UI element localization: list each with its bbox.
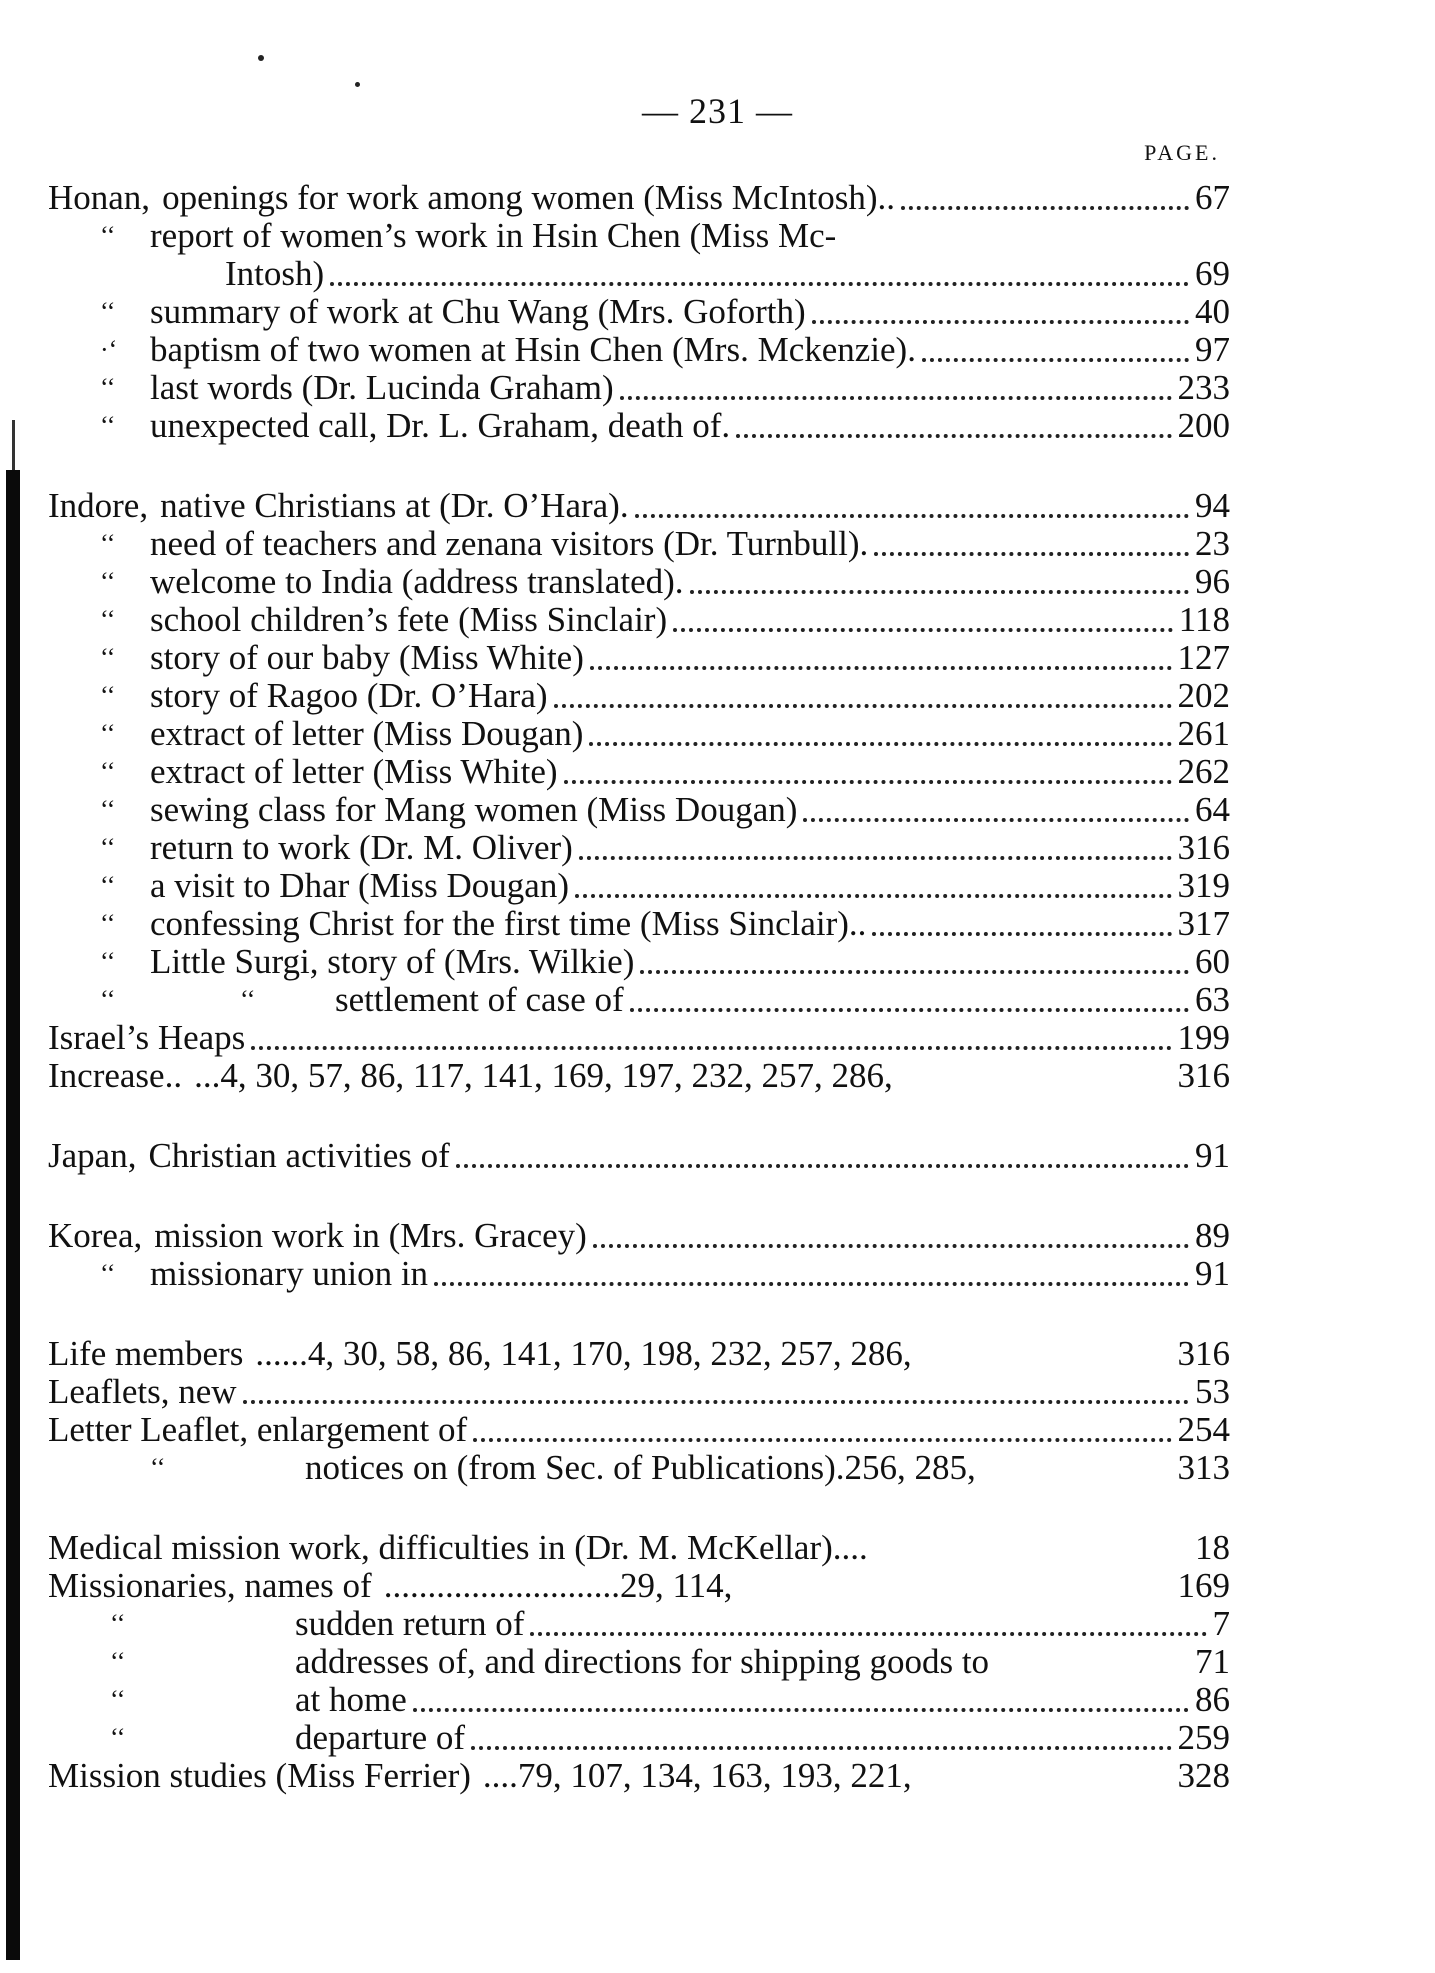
entry-text: Christian activities of xyxy=(148,1136,450,1175)
index-entry xyxy=(0,1718,1230,1758)
entry-text: missionary union in xyxy=(150,1254,429,1293)
page-reference: 91 xyxy=(1195,1136,1230,1175)
dot-leader xyxy=(434,1282,1189,1286)
entry-text: story of Ragoo (Dr. O’Hara) xyxy=(150,676,548,715)
page-reference: 328 xyxy=(1177,1756,1230,1795)
dot-leader xyxy=(251,1046,1171,1050)
page-reference: 89 xyxy=(1195,1216,1230,1255)
entry-text: native Christians at (Dr. O’Hara). xyxy=(160,486,629,525)
page-reference: 94 xyxy=(1195,486,1230,525)
entry-text: unexpected call, Dr. L. Graham, death of. xyxy=(150,406,731,445)
ditto-mark: ‘‘ xyxy=(110,1685,126,1714)
dot-leader xyxy=(456,1164,1189,1168)
entry-heading: Medical mission work, difficulties in (Dr. M. McKellar).... xyxy=(48,1528,868,1567)
page-reference: 319 xyxy=(1177,866,1230,905)
entry-text: welcome to India (address translated). xyxy=(150,562,684,601)
page-reference: 86 xyxy=(1195,1680,1230,1719)
index-entry xyxy=(0,368,1230,408)
ditto-mark: ‘‘ xyxy=(100,909,116,938)
entry-text: mission work in (Mrs. Gracey) xyxy=(154,1216,587,1255)
page-reference: 233 xyxy=(1177,368,1230,407)
page-reference: 259 xyxy=(1177,1718,1230,1757)
entry-heading: Mission studies (Miss Ferrier) xyxy=(48,1756,471,1795)
index-entry xyxy=(0,292,1230,332)
entry-text: at home xyxy=(295,1680,407,1719)
entry-text: need of teachers and zenana visitors (Dr. Turnbull). xyxy=(150,524,869,563)
dot-leader xyxy=(635,514,1189,518)
dot-leader xyxy=(579,856,1172,860)
ditto-mark: ‘‘ xyxy=(100,719,116,748)
index-entry xyxy=(0,904,1230,944)
dot-leader xyxy=(590,666,1172,670)
index-entry xyxy=(0,330,1230,370)
ditto-mark: ‘‘ xyxy=(110,1723,126,1752)
index-entry xyxy=(48,1018,1230,1058)
page-reference: 316 xyxy=(1177,1056,1230,1095)
index-entry xyxy=(0,1254,1230,1294)
ditto-mark: ‘‘ xyxy=(100,871,116,900)
dot-leader xyxy=(554,704,1172,708)
entry-text: a visit to Dhar (Miss Dougan) xyxy=(150,866,569,905)
page-reference: 23 xyxy=(1195,524,1230,563)
entry-heading: Japan, xyxy=(48,1136,137,1175)
page-reference: 316 xyxy=(1177,828,1230,867)
ditto-mark: ‘‘ xyxy=(100,795,116,824)
dot-leader xyxy=(630,1008,1189,1012)
entry-heading: Korea, xyxy=(48,1216,143,1255)
index-entry xyxy=(0,254,1230,294)
entry-text: sewing class for Mang women (Miss Dougan) xyxy=(150,790,798,829)
page-reference: 200 xyxy=(1177,406,1230,445)
page-reference: 7 xyxy=(1212,1604,1230,1643)
index-entry xyxy=(0,866,1230,906)
entry-text: return to work (Dr. M. Oliver) xyxy=(150,828,573,867)
dot-leader xyxy=(812,320,1189,324)
entry-text: extract of letter (Miss White) xyxy=(150,752,558,791)
dot-leader xyxy=(473,1438,1171,1442)
index-entry xyxy=(0,406,1230,446)
dot-leader xyxy=(530,1632,1206,1636)
index-entry xyxy=(0,216,1230,256)
ditto-mark: ‘‘ xyxy=(100,373,116,402)
page-reference: 67 xyxy=(1195,178,1230,217)
entry-text: openings for work among women (Miss McIntosh).. xyxy=(162,178,896,217)
dot-leader xyxy=(901,206,1189,210)
entry-text: Little Surgi, story of (Mrs. Wilkie) xyxy=(150,942,635,981)
page-reference: 254 xyxy=(1177,1410,1230,1449)
index-entry xyxy=(48,1566,1230,1606)
dot-leader xyxy=(803,818,1189,822)
entry-text: notices on (from Sec. of Publications).256, 285, xyxy=(305,1448,976,1487)
index-entry xyxy=(0,1448,1230,1488)
ditto-mark: ‘‘ xyxy=(110,1647,126,1676)
page-reference: 60 xyxy=(1195,942,1230,981)
page-reference: 63 xyxy=(1195,980,1230,1019)
ditto-mark: ‘‘ xyxy=(100,985,116,1014)
page-reference: 127 xyxy=(1177,638,1230,677)
dot-leader xyxy=(690,590,1189,594)
page-reference: 40 xyxy=(1195,292,1230,331)
page-reference: 69 xyxy=(1195,254,1230,293)
index-entry xyxy=(48,1334,1230,1374)
page-reference: 18 xyxy=(1195,1528,1230,1567)
dot-leader xyxy=(589,742,1171,746)
page-reference: 91 xyxy=(1195,1254,1230,1293)
entry-heading: Indore, xyxy=(48,486,149,525)
page-number: — 231 — xyxy=(642,91,793,131)
entry-text: report of women’s work in Hsin Chen (Miss Mc- xyxy=(150,216,837,255)
ditto-mark: ‘‘ xyxy=(100,681,116,710)
dot-leader xyxy=(673,628,1173,632)
page-reference: 118 xyxy=(1178,600,1230,639)
page-reference: 262 xyxy=(1177,752,1230,791)
index-entry xyxy=(48,486,1230,526)
entry-heading: Honan, xyxy=(48,178,151,217)
index-entry xyxy=(48,1056,1230,1096)
index-entry xyxy=(0,942,1230,982)
entry-text: departure of xyxy=(295,1718,466,1757)
index-entry xyxy=(0,600,1230,640)
page-reference: 202 xyxy=(1177,676,1230,715)
entry-text: Intosh) xyxy=(225,254,325,293)
index-entry xyxy=(0,790,1230,830)
ditto-mark: ‘‘ xyxy=(100,221,116,250)
entry-text: summary of work at Chu Wang (Mrs. Goforth) xyxy=(150,292,806,331)
entry-text: baptism of two women at Hsin Chen (Mrs. Mckenzie). xyxy=(150,330,916,369)
dot-leader xyxy=(872,932,1171,936)
dot-leader xyxy=(330,282,1189,286)
index-entry xyxy=(48,1756,1230,1796)
ditto-mark: ‘‘ xyxy=(110,1609,126,1638)
index-entry xyxy=(48,1410,1230,1450)
page-reference: 317 xyxy=(1177,904,1230,943)
dot-leader xyxy=(620,396,1172,400)
index-entry xyxy=(0,714,1230,754)
index-entry xyxy=(0,980,1230,1020)
entry-text: ...........................29, 114, xyxy=(383,1566,733,1605)
page-reference: 316 xyxy=(1177,1334,1230,1373)
ditto-mark: ·‘ xyxy=(100,335,118,364)
dot-leader xyxy=(575,894,1172,898)
page-reference: 71 xyxy=(1195,1642,1230,1681)
entry-text: addresses of, and directions for shipping goods to xyxy=(295,1642,990,1681)
entry-heading: Increase.. xyxy=(48,1056,183,1095)
index-entry xyxy=(48,178,1230,218)
dot-leader xyxy=(564,780,1172,784)
ditto-mark: ‘‘ xyxy=(100,1259,116,1288)
page-reference: 64 xyxy=(1195,790,1230,829)
ditto-mark: ‘‘ xyxy=(100,529,116,558)
page-reference: 169 xyxy=(1177,1566,1230,1605)
page-reference: 96 xyxy=(1195,562,1230,601)
entry-heading: Israel’s Heaps xyxy=(48,1018,246,1057)
index-entry xyxy=(48,1216,1230,1256)
entry-text: ...4, 30, 57, 86, 117, 141, 169, 197, 232, 257, 286, xyxy=(194,1056,893,1095)
ditto-mark: ‘‘ xyxy=(100,947,116,976)
entry-text: last words (Dr. Lucinda Graham) xyxy=(150,368,614,407)
entry-text: story of our baby (Miss White) xyxy=(150,638,584,677)
entry-heading: Life members xyxy=(48,1334,244,1373)
page-column-header: PAGE. xyxy=(1144,140,1220,165)
index-entry xyxy=(0,828,1230,868)
ditto-mark: ‘‘ xyxy=(100,297,116,326)
index-entry xyxy=(0,1680,1230,1720)
dot-leader xyxy=(413,1708,1189,1712)
dot-leader xyxy=(874,552,1189,556)
entry-text: sudden return of xyxy=(295,1604,525,1643)
page-reference: 53 xyxy=(1195,1372,1230,1411)
entry-heading: Letter Leaflet, enlargement of xyxy=(48,1410,468,1449)
dot-leader xyxy=(593,1244,1189,1248)
dot-leader xyxy=(922,358,1189,362)
index-entry xyxy=(0,638,1230,678)
index-entry xyxy=(48,1528,1230,1568)
dot-leader xyxy=(471,1746,1171,1750)
ditto-mark: ‘‘ xyxy=(100,567,116,596)
dot-leader xyxy=(640,970,1189,974)
ditto-mark: ‘‘ xyxy=(100,643,116,672)
index-entry xyxy=(0,1642,1230,1682)
dot-leader xyxy=(736,434,1171,438)
entry-text: ......4, 30, 58, 86, 141, 170, 198, 232, 257, 286, xyxy=(255,1334,912,1373)
ditto-mark: ‘‘ xyxy=(240,985,256,1014)
dot-leader xyxy=(243,1400,1189,1404)
entry-heading: Missionaries, names of xyxy=(48,1566,372,1605)
ditto-mark: ‘‘ xyxy=(150,1453,166,1482)
index-entry xyxy=(0,676,1230,716)
page-reference: 97 xyxy=(1195,330,1230,369)
entry-text: ....79, 107, 134, 163, 193, 221, xyxy=(482,1756,912,1795)
entry-text: settlement of case of xyxy=(335,980,624,1019)
page-reference: 261 xyxy=(1177,714,1230,753)
entry-text: confessing Christ for the first time (Miss Sinclair).. xyxy=(150,904,867,943)
entry-heading: Leaflets, new xyxy=(48,1372,237,1411)
page-reference: 199 xyxy=(1177,1018,1230,1057)
entry-text: extract of letter (Miss Dougan) xyxy=(150,714,584,753)
ditto-mark: ‘‘ xyxy=(100,757,116,786)
index-entry xyxy=(0,1604,1230,1644)
index-entry xyxy=(48,1136,1230,1176)
index-entry xyxy=(0,562,1230,602)
index-entry xyxy=(48,1372,1230,1412)
page-reference: 313 xyxy=(1177,1448,1230,1487)
index-entry xyxy=(0,752,1230,792)
entry-text: school children’s fete (Miss Sinclair) xyxy=(150,600,668,639)
ditto-mark: ‘‘ xyxy=(100,605,116,634)
ditto-mark: ‘‘ xyxy=(100,411,116,440)
index-entry xyxy=(0,524,1230,564)
ditto-mark: ‘‘ xyxy=(100,833,116,862)
